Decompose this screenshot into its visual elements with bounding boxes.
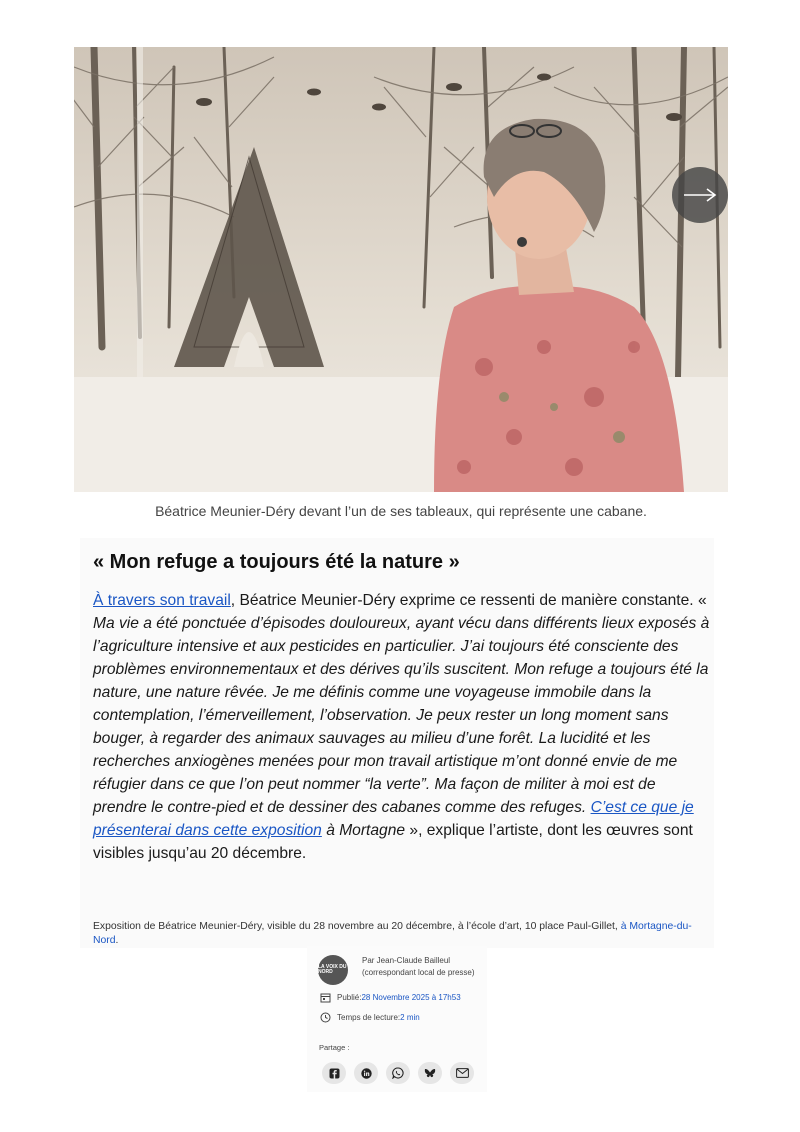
- bluesky-icon: [424, 1068, 436, 1079]
- calendar-icon: [320, 992, 331, 1003]
- travail-link[interactable]: À travers son travail: [93, 592, 231, 609]
- photo-caption: Béatrice Meunier-Déry devant l’un de ses tableaux, qui représente une cabane.: [155, 503, 647, 519]
- mortagne-link[interactable]: à Mortagne-du-Nord: [93, 921, 692, 946]
- share-buttons: [322, 1062, 474, 1084]
- body-text-1: , Béatrice Meunier-Déry exprime ce ressenti de manière constante. «: [230, 592, 707, 609]
- published-date: 28 Novembre 2025 à 17h53: [361, 993, 461, 1002]
- reading-time-label: Temps de lecture:: [337, 1013, 401, 1022]
- exposition-note: [93, 920, 713, 948]
- expo-note-text: Exposition de Béatrice Meunier-Déry, visible du 28 novembre au 20 décembre, à l’école d’art, 10 place Paul-Gillet,: [93, 921, 621, 932]
- author-role: (correspondant local de presse): [362, 968, 475, 977]
- email-share-button[interactable]: [450, 1062, 474, 1084]
- expo-note-end: .: [115, 935, 119, 946]
- quote-text: Ma vie a été ponctuée d’épisodes douloureux, ayant vécu dans différents lieux exposés à l’agriculture intensive et aux pesticides en particulier. J’ai toujours été consciente des problèmes environnementaux et des dérives qu’ils suscitent. Mon refuge a toujours été la nature, une nature rêvée. Je me définis comme une voyageuse immobile dans la contemplation, l’émerveillement, l’observation. Je peux rester un long moment sans bouger, à regarder des animaux sauvages au milieu d’une forêt. La lucidité et les recherches anxiogènes menées pour mon travail artistique m’ont donné envie de me réfugier dans ce que l’on peut nommer “la verte”. Ma façon de militer à moi est de prendre le contre-pied et de dessiner des cabanes comme des refuges.: [93, 615, 710, 816]
- arrow-right-icon: [683, 188, 717, 202]
- linkedin-share-button[interactable]: [354, 1062, 378, 1084]
- whatsapp-icon: [392, 1067, 404, 1079]
- published-label: Publié:: [337, 993, 362, 1002]
- linkedin-icon: [361, 1068, 372, 1079]
- article-body: [93, 589, 711, 865]
- body-text-3: », explique l’artiste, dont les œuvres sont visibles jusqu’au 20 décembre.: [93, 822, 693, 862]
- reading-time-row: [320, 1012, 420, 1023]
- author-info: [362, 955, 475, 979]
- photo-image: [74, 47, 728, 492]
- author-name: Par Jean-Claude Bailleul: [362, 956, 451, 965]
- article-photo: [74, 47, 728, 492]
- whatsapp-share-button[interactable]: [386, 1062, 410, 1084]
- facebook-icon: [329, 1068, 340, 1079]
- bluesky-share-button[interactable]: [418, 1062, 442, 1084]
- article-heading: « Mon refuge a toujours été la nature »: [93, 551, 460, 573]
- next-image-button[interactable]: [672, 167, 728, 223]
- facebook-share-button[interactable]: [322, 1062, 346, 1084]
- envelope-icon: [456, 1068, 469, 1078]
- share-label: Partage :: [319, 1043, 350, 1052]
- exposition-link[interactable]: C’est ce que je présenterai dans cette exposition: [93, 799, 694, 839]
- reading-time-value: 2 min: [400, 1013, 420, 1022]
- published-row: [320, 992, 461, 1003]
- author-avatar: LA VOIX DU NORD: [318, 955, 348, 985]
- quote-end: à Mortagne: [321, 822, 406, 839]
- clock-icon: [320, 1012, 331, 1023]
